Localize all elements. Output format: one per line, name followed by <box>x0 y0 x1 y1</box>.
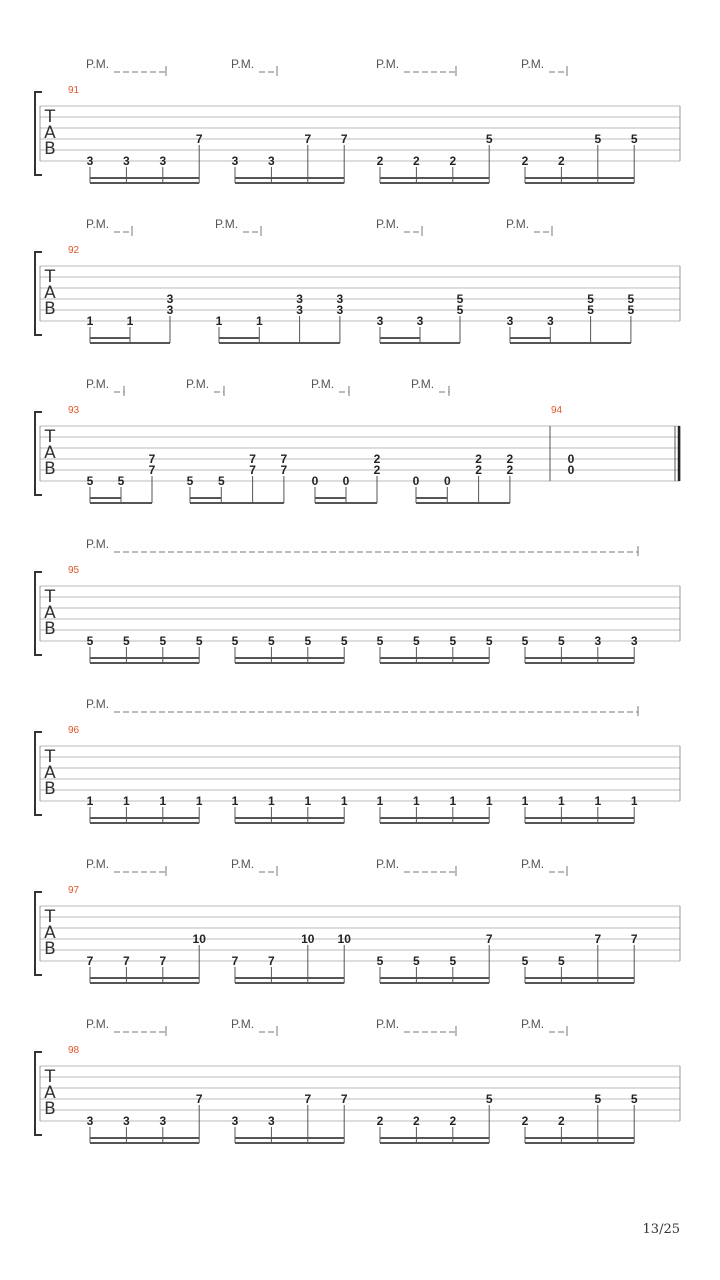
palm-mute-label: P.M. <box>86 57 110 71</box>
fret-number: 3 <box>166 292 174 306</box>
tab-clef-letter: T <box>44 747 56 767</box>
fret-number: 1 <box>594 794 602 808</box>
fret-number: 10 <box>337 932 351 946</box>
tab-clef-letter: B <box>44 779 56 799</box>
fret-number: 1 <box>255 314 263 328</box>
palm-mute-label: P.M. <box>231 857 255 871</box>
fret-number: 2 <box>449 1114 457 1128</box>
fret-number: 5 <box>485 1092 493 1106</box>
fret-number: 5 <box>86 634 94 648</box>
fret-number: 0 <box>342 474 350 488</box>
tab-clef-letter: A <box>44 123 56 143</box>
fret-number: 5 <box>123 634 130 648</box>
fret-number: 7 <box>630 932 638 946</box>
fret-number: 1 <box>126 314 134 328</box>
fret-number: 7 <box>304 1092 312 1106</box>
fret-number: 3 <box>376 314 384 328</box>
fret-number: 5 <box>117 474 125 488</box>
palm-mute-label: P.M. <box>186 377 210 391</box>
fret-number: 3 <box>231 154 239 168</box>
fret-number: 1 <box>159 794 167 808</box>
fret-number: 3 <box>159 1114 167 1128</box>
fret-number: 3 <box>546 314 554 328</box>
fret-number: 2 <box>521 1114 529 1128</box>
fret-number: 0 <box>567 452 575 466</box>
fret-number: 5 <box>376 954 384 968</box>
fret-number: 7 <box>148 463 156 477</box>
fret-number: 5 <box>485 132 493 146</box>
fret-number: 5 <box>485 634 493 648</box>
fret-number: 7 <box>594 932 602 946</box>
bar-number: 93 <box>68 405 80 416</box>
palm-mute-label: P.M. <box>311 377 335 391</box>
fret-number: 1 <box>413 794 420 808</box>
fret-number: 3 <box>123 154 130 168</box>
page-number: 13/25 <box>642 1222 680 1237</box>
bar-number: 98 <box>68 1045 80 1056</box>
palm-mute-label: P.M. <box>376 57 400 71</box>
tab-clef-letter: B <box>44 1099 56 1119</box>
fret-number: 5 <box>413 954 420 968</box>
fret-number: 3 <box>123 1114 130 1128</box>
fret-number: 3 <box>268 1114 275 1128</box>
fret-number: 3 <box>231 1114 239 1128</box>
fret-number: 7 <box>485 932 493 946</box>
fret-number: 2 <box>449 154 457 168</box>
bar-number: 94 <box>551 405 563 416</box>
palm-mute-label: P.M. <box>521 57 545 71</box>
fret-number: 5 <box>340 634 348 648</box>
fret-number: 5 <box>413 634 420 648</box>
fret-number: 1 <box>630 794 638 808</box>
tab-clef-letter: T <box>44 267 56 287</box>
fret-number: 5 <box>594 132 602 146</box>
fret-number: 2 <box>558 1114 565 1128</box>
tab-clef-letter: B <box>44 139 56 159</box>
fret-number: 1 <box>86 794 94 808</box>
palm-mute-label: P.M. <box>506 217 530 231</box>
fret-number: 2 <box>373 452 381 466</box>
fret-number: 7 <box>86 954 94 968</box>
fret-number: 1 <box>231 794 239 808</box>
fret-number: 1 <box>558 794 565 808</box>
palm-mute-label: P.M. <box>231 57 255 71</box>
fret-number: 2 <box>475 463 482 477</box>
fret-number: 7 <box>340 1092 348 1106</box>
fret-number: 2 <box>413 154 420 168</box>
palm-mute-label: P.M. <box>86 537 110 551</box>
palm-mute-label: P.M. <box>376 857 400 871</box>
fret-number: 1 <box>195 794 203 808</box>
fret-number: 1 <box>123 794 130 808</box>
fret-number: 0 <box>567 463 575 477</box>
fret-number: 5 <box>627 292 635 306</box>
fret-number: 7 <box>148 452 156 466</box>
fret-number: 3 <box>416 314 424 328</box>
palm-mute-label: P.M. <box>376 217 400 231</box>
fret-number: 5 <box>449 634 457 648</box>
fret-number: 3 <box>336 292 344 306</box>
fret-number: 5 <box>376 634 384 648</box>
fret-number: 5 <box>217 474 225 488</box>
fret-number: 3 <box>86 154 94 168</box>
palm-mute-label: P.M. <box>86 217 110 231</box>
fret-number: 5 <box>186 474 194 488</box>
fret-number: 2 <box>413 1114 420 1128</box>
bar-number: 96 <box>68 725 80 736</box>
staff-bracket <box>35 1052 42 1135</box>
fret-number: 5 <box>630 1092 638 1106</box>
fret-number: 2 <box>475 452 482 466</box>
fret-number: 1 <box>215 314 223 328</box>
fret-number: 2 <box>376 1114 384 1128</box>
tab-clef-letter: B <box>44 619 56 639</box>
fret-number: 3 <box>296 303 303 317</box>
fret-number: 7 <box>231 954 239 968</box>
fret-number: 5 <box>630 132 638 146</box>
fret-number: 2 <box>506 452 514 466</box>
palm-mute-label: P.M. <box>231 1017 255 1031</box>
fret-number: 7 <box>304 132 312 146</box>
staff-bracket <box>35 892 42 975</box>
fret-number: 3 <box>336 303 344 317</box>
tab-clef-letter: T <box>44 1067 56 1087</box>
fret-number: 0 <box>311 474 319 488</box>
fret-number: 5 <box>587 303 594 317</box>
staff-bracket <box>35 572 42 655</box>
fret-number: 7 <box>268 954 275 968</box>
tab-clef-letter: B <box>44 939 56 959</box>
bar-number: 91 <box>68 85 80 96</box>
fret-number: 1 <box>449 794 457 808</box>
bar-number: 97 <box>68 885 80 896</box>
fret-number: 5 <box>159 634 167 648</box>
fret-number: 7 <box>249 452 256 466</box>
tab-clef-letter: A <box>44 1083 56 1103</box>
fret-number: 1 <box>376 794 384 808</box>
fret-number: 7 <box>123 954 130 968</box>
fret-number: 7 <box>340 132 348 146</box>
fret-number: 0 <box>412 474 420 488</box>
tab-clef-letter: B <box>44 299 56 319</box>
tab-clef-letter: T <box>44 107 56 127</box>
palm-mute-label: P.M. <box>86 857 110 871</box>
fret-number: 3 <box>268 154 275 168</box>
tab-clef-letter: T <box>44 427 56 447</box>
fret-number: 3 <box>86 1114 94 1128</box>
palm-mute-label: P.M. <box>86 1017 110 1031</box>
fret-number: 5 <box>86 474 94 488</box>
fret-number: 10 <box>192 932 206 946</box>
tab-clef-letter: T <box>44 587 56 607</box>
fret-number: 2 <box>521 154 529 168</box>
fret-number: 7 <box>280 452 288 466</box>
fret-number: 3 <box>159 154 167 168</box>
fret-number: 1 <box>521 794 529 808</box>
fret-number: 1 <box>268 794 275 808</box>
fret-number: 5 <box>304 634 312 648</box>
fret-number: 1 <box>86 314 94 328</box>
staff-bracket <box>35 732 42 815</box>
fret-number: 5 <box>195 634 203 648</box>
palm-mute-label: P.M. <box>86 377 110 391</box>
staff-bracket <box>35 92 42 175</box>
fret-number: 7 <box>280 463 288 477</box>
fret-number: 3 <box>166 303 174 317</box>
palm-mute-label: P.M. <box>521 1017 545 1031</box>
fret-number: 1 <box>340 794 348 808</box>
palm-mute-label: P.M. <box>376 1017 400 1031</box>
fret-number: 5 <box>594 1092 602 1106</box>
bar-number: 95 <box>68 565 80 576</box>
fret-number: 5 <box>521 954 529 968</box>
fret-number: 7 <box>195 1092 203 1106</box>
fret-number: 2 <box>558 154 565 168</box>
fret-number: 10 <box>301 932 315 946</box>
fret-number: 7 <box>249 463 256 477</box>
fret-number: 7 <box>159 954 167 968</box>
fret-number: 1 <box>304 794 312 808</box>
bar-number: 92 <box>68 245 80 256</box>
fret-number: 5 <box>521 634 529 648</box>
fret-number: 3 <box>594 634 602 648</box>
fret-number: 5 <box>558 634 565 648</box>
fret-number: 5 <box>558 954 565 968</box>
staff-bracket <box>35 412 42 495</box>
fret-number: 5 <box>587 292 594 306</box>
fret-number: 3 <box>630 634 638 648</box>
fret-number: 5 <box>456 303 464 317</box>
fret-number: 3 <box>296 292 303 306</box>
fret-number: 5 <box>449 954 457 968</box>
palm-mute-label: P.M. <box>521 857 545 871</box>
tab-clef-letter: A <box>44 443 56 463</box>
palm-mute-label: P.M. <box>86 697 110 711</box>
fret-number: 2 <box>373 463 381 477</box>
palm-mute-label: P.M. <box>215 217 239 231</box>
fret-number: 2 <box>376 154 384 168</box>
fret-number: 5 <box>456 292 464 306</box>
fret-number: 2 <box>506 463 514 477</box>
fret-number: 5 <box>268 634 275 648</box>
tab-clef-letter: T <box>44 907 56 927</box>
staff-bracket <box>35 252 42 335</box>
palm-mute-label: P.M. <box>411 377 435 391</box>
fret-number: 5 <box>627 303 635 317</box>
fret-number: 0 <box>443 474 451 488</box>
tab-clef-letter: B <box>44 459 56 479</box>
fret-number: 7 <box>195 132 203 146</box>
tab-clef-letter: A <box>44 283 56 303</box>
fret-number: 3 <box>506 314 514 328</box>
tab-clef-letter: A <box>44 603 56 623</box>
tab-clef-letter: A <box>44 763 56 783</box>
fret-number: 1 <box>485 794 493 808</box>
tab-clef-letter: A <box>44 923 56 943</box>
fret-number: 5 <box>231 634 239 648</box>
